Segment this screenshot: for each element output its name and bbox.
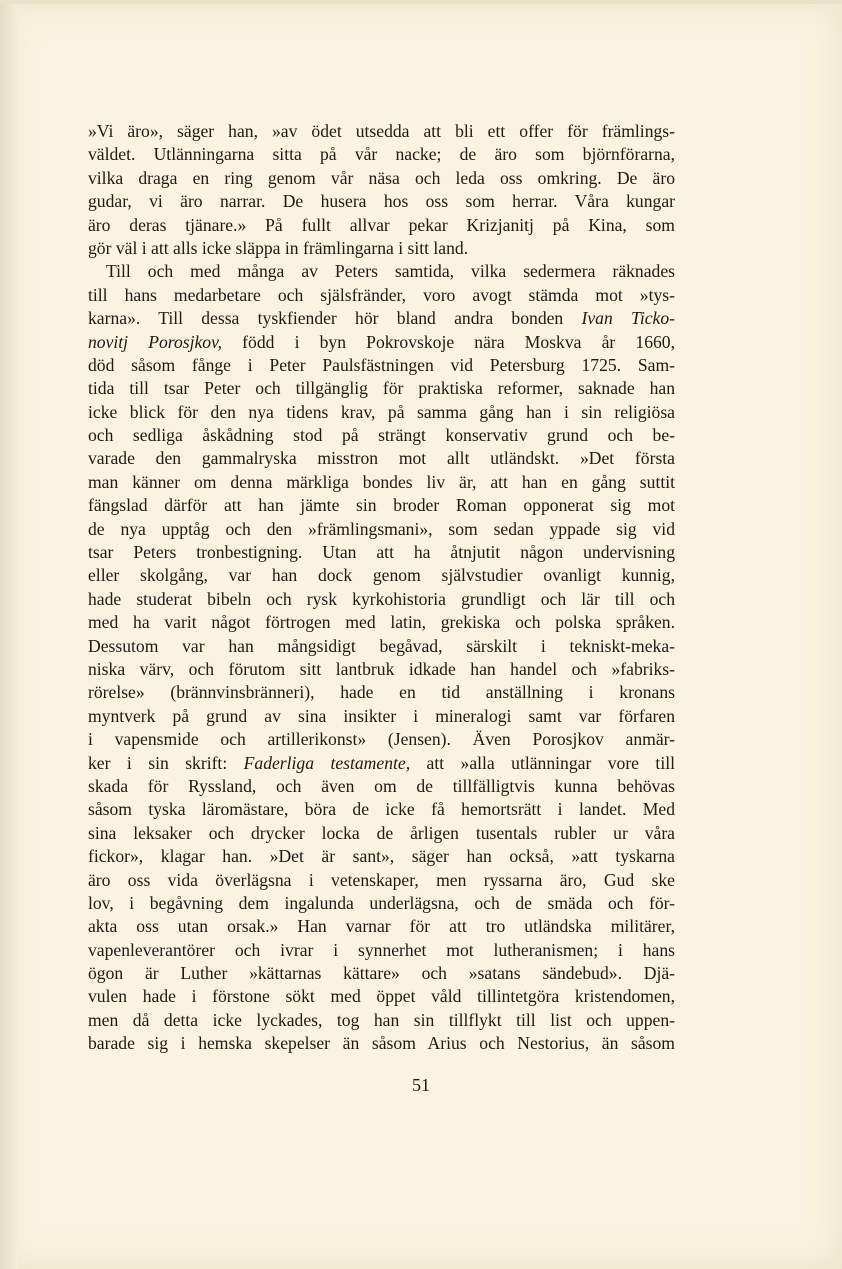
text-line: väldet. Utlänningarna sitta på vår nacke; de äro som björnförarna, xyxy=(88,144,675,165)
text-line: äro oss vida överlägsna i vetenskaper, men ryssarna äro, Gud ske xyxy=(88,869,675,890)
text-line: med ha varit något förtrogen med latin, grekiska och polska språken. xyxy=(88,612,675,633)
text-line-mixed xyxy=(88,752,675,775)
text-line: död såsom fånge i Peter Paulsfästningen vid Petersburg 1725. Sam- xyxy=(88,354,675,375)
text-line: sina leksaker och drycker locka de årligen tusentals rubler ur våra xyxy=(88,822,675,843)
text-line: men då detta icke lyckades, tog han sin tillflykt till list och uppen- xyxy=(88,1009,675,1030)
text-line: icke blick för den nya tidens krav, på samma gång han i sin religiösa xyxy=(88,401,675,422)
text-line: fängslad därför att han jämte sin broder Roman opponerat sig mot xyxy=(88,495,675,516)
text-line: vilka draga en ring genom vår näsa och leda oss omkring. De äro xyxy=(88,167,675,188)
text-segment: född i byn Pokrovskoje nära Moskva år 1660, xyxy=(222,331,676,352)
page-top-edge xyxy=(0,0,842,4)
text-line: de nya upptåg och den »främlingsmani», som sedan yppade sig vid xyxy=(88,518,675,539)
text-line: vapenleverantörer och ivrar i synnerhet mot lutheranismen; i hans xyxy=(88,939,675,960)
text-line: hade studerat bibeln och rysk kyrkohistoria grundligt och lär till och xyxy=(88,588,675,609)
text-line: rörelse» (brännvinsbränneri), hade en tid anställning i kronans xyxy=(88,682,675,703)
text-segment: att »alla utlänningar vore till xyxy=(410,752,675,773)
text-line: man känner om denna märkliga bondes liv är, att han en gång suttit xyxy=(88,471,675,492)
text-line: skada för Ryssland, och även om de tillfälligtvis kunna behövas xyxy=(88,775,675,796)
text-line: äro deras tjänare.» På fullt allvar pekar Krizjanitj på Kina, som xyxy=(88,214,675,235)
text-line: varade den gammalryska misstron mot allt utländskt. »Det första xyxy=(88,448,675,469)
text-line: fickor», klagar han. »Det är sant», säger han också, »att tyskarna xyxy=(88,846,675,867)
text-line: Till och med många av Peters samtida, vilka sedermera räknades xyxy=(106,261,675,282)
text-line: akta oss utan orsak.» Han varnar för att tro utländska militärer, xyxy=(88,916,675,937)
text-line: barade sig i hemska skepelser än såsom Arius och Nestorius, än såsom xyxy=(88,1033,675,1054)
text-line: eller skolgång, var han dock genom självstudier ovanligt kunnig, xyxy=(88,565,675,586)
text-line: niska värv, och förutom sitt lantbruk idkade han handel och »fabriks- xyxy=(88,658,675,679)
text-line: såsom tyska läromästare, böra de icke få hemortsrätt i landet. Med xyxy=(88,799,675,820)
text-line: lov, i begåvning dem ingalunda underlägsna, och de smäda och för- xyxy=(88,892,675,913)
text-line: gör väl i att alls icke släppa in främlingarna i sitt land. xyxy=(88,237,469,258)
text-segment: ker i sin skrift: xyxy=(88,752,244,773)
text-line-mixed xyxy=(88,331,675,354)
text-line: Dessutom var han mångsidigt begåvad, särskilt i tekniskt-meka- xyxy=(88,635,675,656)
text-line: ögon är Luther »kättarnas kättare» och »satans sändebud». Djä- xyxy=(88,963,675,984)
text-line: och sedliga åskådning stod på strängt konservativ grund och be- xyxy=(88,425,675,446)
italic-name: novitj Porosjkov, xyxy=(88,331,223,352)
text-line: »Vi äro», säger han, »av ödet utsedda att bli ett offer för främlings- xyxy=(88,121,675,141)
text-line: myntverk på grund av sina insikter i mineralogi samt var förfaren xyxy=(88,705,675,726)
text-line: tida till tsar Peter och tillgänglig för praktiska reformer, saknade han xyxy=(88,378,675,399)
text-line-mixed xyxy=(88,307,675,330)
italic-title: Faderliga testamente, xyxy=(243,752,411,773)
text-line: till hans medarbetare och själsfränder, voro avogt stämda mot »tys- xyxy=(88,284,675,305)
text-line: i vapensmide och artillerikonst» (Jensen). Även Porosjkov anmär- xyxy=(88,729,675,750)
text-line: tsar Peters tronbestigning. Utan att ha åtnjutit någon undervisning xyxy=(88,542,675,563)
body-text xyxy=(88,120,675,1056)
italic-name: Ivan Ticko- xyxy=(581,308,675,329)
text-line: gudar, vi äro narrar. De husera hos oss som herrar. Våra kungar xyxy=(88,191,675,212)
page-number: 51 xyxy=(412,1075,430,1095)
text-segment: karna». Till dessa tyskfiender hör bland andra bonden xyxy=(88,308,582,329)
text-line: vulen hade i förstone sökt med öppet våld tillintetgöra kristendomen, xyxy=(88,986,675,1007)
